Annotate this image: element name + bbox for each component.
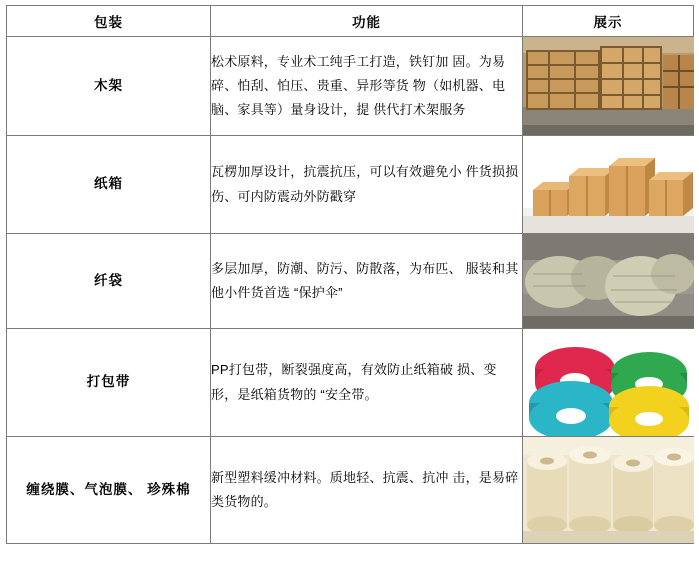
table-body xyxy=(7,37,694,544)
header-row xyxy=(7,6,694,37)
header-cell-display: 展示 xyxy=(523,6,694,37)
row-category: 纸箱 xyxy=(7,136,211,234)
packaging-table xyxy=(6,5,694,544)
row-category: 缠绕膜、气泡膜、 珍殊棉 xyxy=(7,437,211,544)
row-image-cell xyxy=(523,437,694,544)
table-row xyxy=(7,37,694,136)
wooden-crate-photo xyxy=(523,37,694,135)
row-description: PP打包带，断裂强度高，有效防止纸箱破 损、变形，是纸箱货物的 “安全带。 xyxy=(211,329,523,437)
row-image-cell xyxy=(523,329,694,437)
header-cell-function: 功能 xyxy=(211,6,523,37)
table-row xyxy=(7,136,694,234)
row-description: 瓦楞加厚设计，抗震抗压，可以有效避免小 件货损损伤、可内防震动外防戳穿 xyxy=(211,136,523,234)
header-cell-packaging: 包装 xyxy=(7,6,211,37)
row-description: 松术原料，专业术工纯手工打造，铁钉加 固。为易碎、怕刮、怕压、贵重、异形等货 物（如机器、电脑、家具等）量身设计，提 供代打术架服务 xyxy=(211,37,523,136)
row-description: 多层加厚，防潮、防污、防散落，为布匹、 服装和其他小件货首选 “保护伞” xyxy=(211,234,523,329)
table-header xyxy=(7,6,694,37)
row-category: 纤袋 xyxy=(7,234,211,329)
woven-bags-photo xyxy=(523,234,694,328)
row-category: 木架 xyxy=(7,37,211,136)
carton-boxes-photo xyxy=(523,136,694,233)
table-row xyxy=(7,437,694,544)
row-image-cell xyxy=(523,37,694,136)
row-image-cell xyxy=(523,136,694,234)
row-category: 打包带 xyxy=(7,329,211,437)
stretch-film-photo xyxy=(523,437,694,543)
packing-straps-photo xyxy=(523,329,694,436)
table-row xyxy=(7,234,694,329)
row-image-cell xyxy=(523,234,694,329)
table-row xyxy=(7,329,694,437)
row-description: 新型塑料缓冲材料。质地轻、抗震、抗冲 击，是易碎类货物的。 xyxy=(211,437,523,544)
